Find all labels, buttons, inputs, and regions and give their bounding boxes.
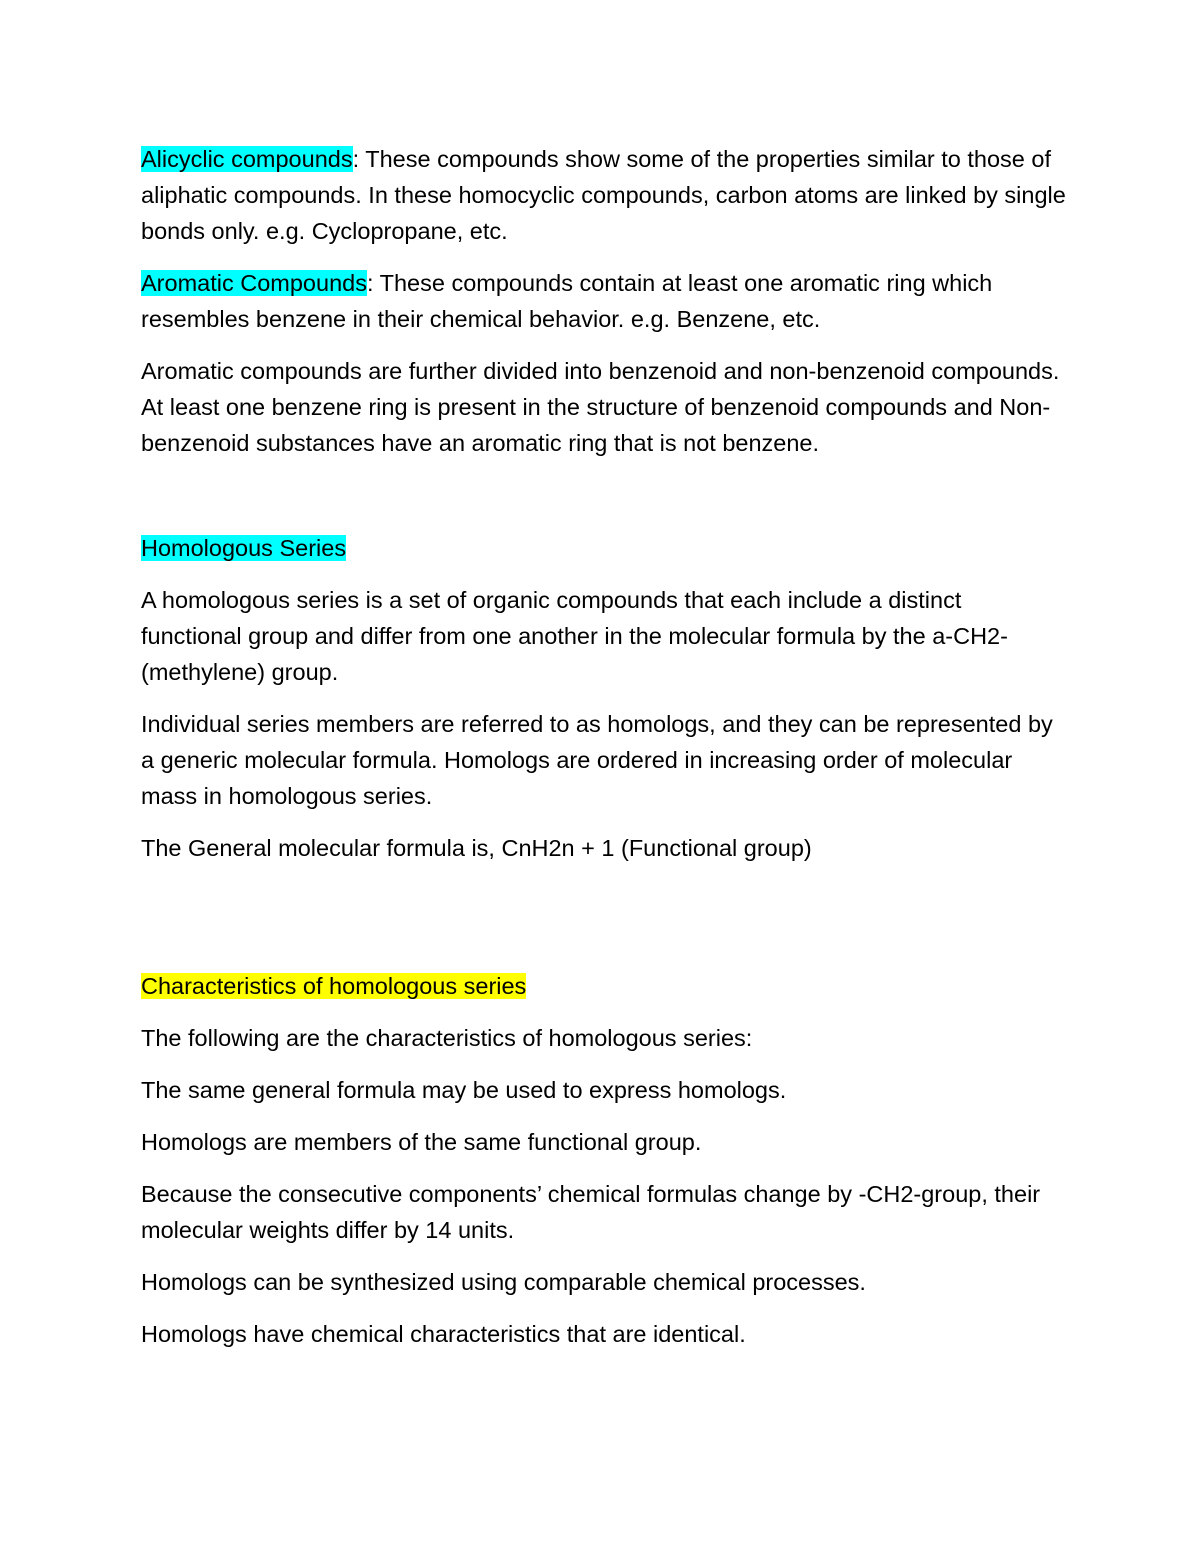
alicyclic-term: Alicyclic compounds	[141, 146, 353, 172]
alicyclic-text: : These compounds show some of the properties similar to those of aliphatic compounds. In these homocyclic compounds, carbon atoms are linked by single bonds only. e.g. Cyclopropane, etc.	[141, 146, 1066, 244]
document-body	[141, 141, 1066, 1368]
homologous-members: Individual series members are referred to as homologs, and they can be represented by a generic molecular formula. Homologs are ordered in increasing order of molecular mass in homologous series.	[141, 711, 1053, 809]
characteristics-heading-paragraph	[141, 968, 1066, 1004]
characteristic-item: The same general formula may be used to express homologs.	[141, 1077, 787, 1103]
characteristic-item: Homologs have chemical characteristics that are identical.	[141, 1321, 746, 1347]
homologous-formula: The General molecular formula is, CnH2n + 1 (Functional group)	[141, 835, 812, 861]
aromatic-text: : These compounds contain at least one aromatic ring which resembles benzene in their chemical behavior. e.g. Benzene, etc.	[141, 270, 993, 332]
aromatic-division-paragraph: Aromatic compounds are further divided into benzenoid and non-benzenoid compounds. At least one benzene ring is present in the structure of benzenoid compounds and Non-benzenoid substances have an aromatic ring that is not benzene.	[141, 358, 1060, 456]
homologous-heading: Homologous Series	[141, 535, 347, 561]
aromatic-term: Aromatic Compounds	[141, 270, 367, 296]
aromatic-paragraph	[141, 265, 1066, 337]
homologous-heading-paragraph	[141, 530, 1066, 566]
characteristics-heading: Characteristics of homologous series	[141, 973, 527, 999]
characteristic-item: Homologs are members of the same functional group.	[141, 1129, 702, 1155]
homologous-definition: A homologous series is a set of organic compounds that each include a distinct functional group and differ from one another in the molecular formula by the a-CH2-(methylene) group.	[141, 587, 1008, 685]
characteristics-intro: The following are the characteristics of homologous series:	[141, 1025, 753, 1051]
characteristic-item: Because the consecutive components’ chemical formulas change by -CH2-group, their molecular weights differ by 14 units.	[141, 1181, 1041, 1243]
characteristic-item: Homologs can be synthesized using comparable chemical processes.	[141, 1269, 866, 1295]
alicyclic-paragraph	[141, 141, 1066, 249]
